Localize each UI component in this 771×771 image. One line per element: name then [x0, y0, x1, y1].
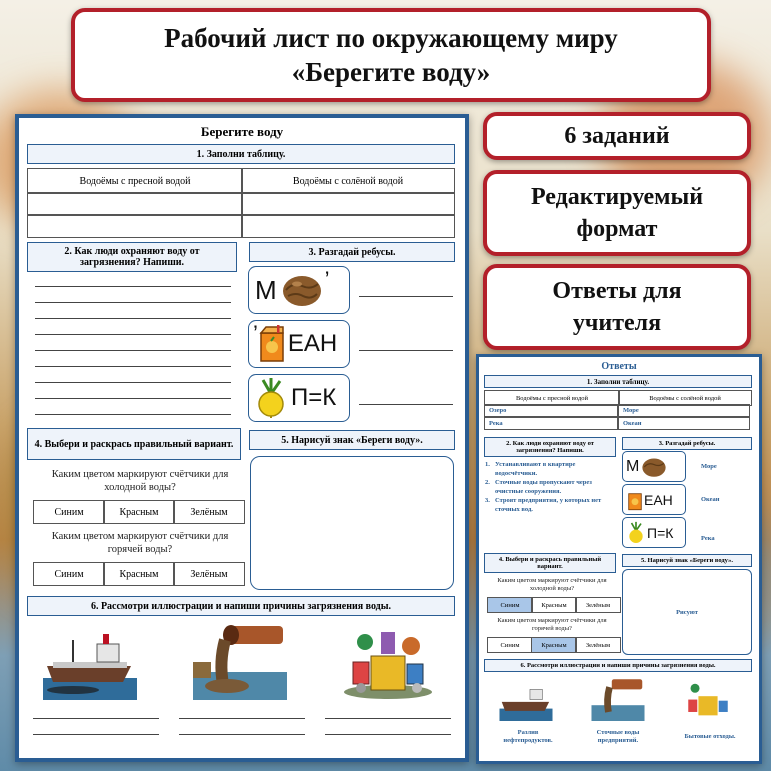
answer-rebus-2-value: Океан	[701, 496, 720, 503]
answer-col-salt: Водоёмы с солёной водой	[618, 390, 752, 406]
answer-hot-blue: Синим	[487, 637, 533, 653]
answer-rebus-2-letters: ЕАН	[644, 491, 673, 508]
answer-rebus-1	[622, 451, 686, 482]
banner-line-2: «Берегите воду»	[291, 57, 491, 87]
task4-question-2: Каким цветом маркируют счётчики для горячей воды?	[51, 531, 229, 555]
answer-task5-body: Рисуют	[676, 608, 698, 616]
answer-salt-1: Море	[618, 404, 750, 417]
answer-task4-q2: Каким цветом маркируют счётчики для горячей воды?	[497, 617, 607, 632]
turnip-icon	[253, 378, 289, 418]
drain-pipe-icon	[193, 622, 287, 700]
answer-task1-header: 1. Заполни таблицу.	[484, 375, 752, 388]
answer-cause-2: Сточные воды предприятий.	[596, 729, 640, 744]
option-hot-blue[interactable]: Синим	[33, 562, 105, 586]
task1-cell[interactable]	[27, 192, 243, 216]
task2-header: 2. Как люди охраняют воду от загрязнения? Напиши.	[27, 242, 237, 272]
banner-line-1: Рабочий лист по окружающему миру	[164, 23, 618, 53]
answer-task4-q1: Каким цветом маркируют счётчики для холодной воды?	[497, 577, 607, 592]
answer-task5-header: 5. Нарисуй знак «Береги воду».	[622, 554, 752, 567]
worksheet	[15, 114, 469, 762]
title-banner	[71, 8, 711, 102]
rebus-3	[248, 374, 350, 422]
drain-pipe-icon	[591, 677, 645, 721]
rebus-2-mark: ’	[253, 321, 258, 346]
task1-col-fresh: Водоёмы с пресной водой	[27, 168, 243, 194]
answer-col-fresh: Водоёмы с пресной водой	[484, 390, 620, 406]
task5-header: 5. Нарисуй знак «Береги воду».	[249, 430, 455, 450]
tasks-badge-label: 6 заданий	[564, 122, 670, 149]
option-cold-green[interactable]: Зелёным	[173, 500, 245, 524]
rebus-2-answer-line	[359, 350, 453, 351]
answer-task2-item: Устанавливают в квартире водосчётчики.	[495, 461, 576, 477]
worksheet-title: Берегите воду	[200, 124, 284, 139]
answer-rebus-3-letters: П=К	[647, 524, 674, 541]
answers-badge	[483, 264, 751, 350]
option-hot-red[interactable]: Красным	[103, 562, 175, 586]
rebus-3-letters: П=К	[291, 384, 337, 411]
rebus-2	[248, 320, 350, 368]
answer-fresh-1: Озеро	[484, 404, 618, 417]
answer-sheet	[476, 354, 762, 764]
option-cold-blue[interactable]: Синим	[33, 500, 105, 524]
walnut-icon	[641, 456, 667, 478]
answer-task2-list: 1. Устанавливают в квартире водосчётчики. 2. Сточные воды пропускают через очистные сооружения. 3. Строят предприятия, у которых нет сточных вод.	[485, 461, 617, 514]
answer-rebus-1-value: Море	[701, 463, 717, 470]
editable-line-1: Редактируемый	[530, 184, 704, 210]
editable-badge	[483, 170, 751, 256]
answer-cold-blue: Синим	[487, 597, 533, 613]
option-cold-red[interactable]: Красным	[103, 500, 175, 524]
answer-cause-3: Бытовые отходы.	[684, 733, 736, 740]
answer-task2-header: 2. Как люди охраняют воду от загрязнения? Напиши.	[484, 437, 616, 457]
answer-title: Ответы	[601, 361, 637, 372]
task4-header: 4. Выбери и раскрась правильный вариант.	[27, 428, 241, 460]
trash-pile-icon	[681, 677, 735, 721]
rebus-3-answer-line	[359, 404, 453, 405]
answer-cause-1: Разлив нефтепродуктов.	[503, 729, 553, 744]
rebus-2-letters: ЕАН	[287, 330, 338, 357]
task1-cell[interactable]	[241, 214, 455, 238]
answer-cold-red: Красным	[531, 597, 577, 613]
oil-tanker-icon	[43, 622, 137, 700]
answers-line-2: учителя	[572, 310, 662, 336]
rebus-1-answer-line	[359, 296, 453, 297]
walnut-icon	[281, 272, 323, 308]
answer-fresh-2: Река	[484, 417, 618, 430]
oil-tanker-icon	[499, 677, 553, 721]
answer-hot-green: Зелёным	[575, 637, 621, 653]
juice-box-icon	[627, 488, 643, 512]
answers-line-1: Ответы для	[552, 278, 682, 304]
task6-header: 6. Рассмотри иллюстрации и напиши причины загрязнения воды.	[27, 596, 455, 616]
answer-task5-area	[622, 569, 752, 655]
answer-task6-header: 6. Рассмотри иллюстрации и напиши причины загрязнения воды.	[484, 659, 752, 672]
task4-question-1: Каким цветом маркируют счётчики для холодной воды?	[51, 469, 229, 493]
answer-cold-green: Зелёным	[575, 597, 621, 613]
answer-task2-item: Сточные воды пропускают через очистные сооружения.	[495, 479, 592, 495]
editable-line-2: формат	[576, 216, 658, 242]
rebus-1	[248, 266, 350, 314]
task5-drawing-area[interactable]	[250, 456, 454, 590]
turnip-icon	[626, 521, 646, 545]
juice-box-icon	[258, 325, 286, 363]
answer-rebus-1-letter: М	[626, 457, 640, 475]
task3-header: 3. Разгадай ребусы.	[249, 242, 455, 262]
answer-salt-2: Океан	[618, 417, 750, 430]
rebus-1-letter: М	[255, 274, 277, 305]
task1-cell[interactable]	[241, 192, 455, 216]
answer-rebus-2	[622, 484, 686, 515]
task1-header: 1. Заполни таблицу.	[27, 144, 455, 164]
trash-pile-icon	[341, 622, 435, 700]
answer-task4-header: 4. Выбери и раскрась правильный вариант.	[484, 553, 616, 573]
tasks-badge	[483, 112, 751, 160]
answer-rebus-3	[622, 517, 686, 548]
task1-cell[interactable]	[27, 214, 243, 238]
rebus-1-mark: ’	[324, 267, 330, 292]
task1-col-salt: Водоёмы с солёной водой	[241, 168, 455, 194]
answer-hot-red: Красным	[531, 637, 577, 653]
answer-task2-item: Строят предприятия, у которых нет сточных вод.	[495, 497, 602, 513]
option-hot-green[interactable]: Зелёным	[173, 562, 245, 586]
answer-task3-header: 3. Разгадай ребусы.	[622, 437, 752, 450]
answer-rebus-3-value: Река	[701, 535, 715, 542]
